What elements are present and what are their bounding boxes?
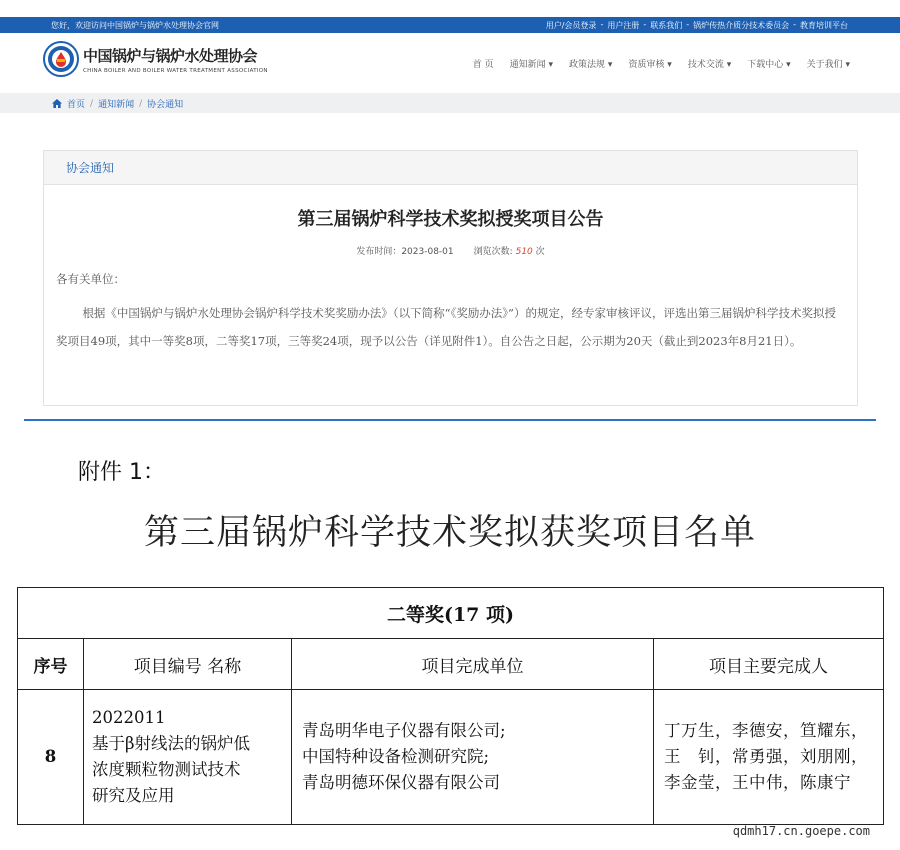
unit-cell <box>292 690 654 825</box>
attachment-title: 第三届锅炉科学技术奖拟获奖项目名单 <box>143 513 756 553</box>
contact-link[interactable]: 联系我们 <box>650 21 683 30</box>
divider <box>24 419 876 421</box>
nav-about[interactable]: 关于我们 ▾ <box>806 60 850 70</box>
col-people: 项目主要完成人 <box>654 639 884 690</box>
top-bar <box>0 17 900 33</box>
breadcrumb-separator: / <box>139 98 143 109</box>
greeting: 各有关单位： <box>56 272 125 286</box>
breadcrumb <box>0 93 900 113</box>
main-nav <box>473 57 850 70</box>
login-link[interactable]: 用户/会员登录 <box>545 21 597 30</box>
col-no: 序号 <box>18 639 84 690</box>
welcome-text: 您好，欢迎访问中国锅炉与锅炉水处理协会官网 <box>51 21 219 30</box>
watermark: qdmh17.cn.goepe.com <box>732 824 870 838</box>
people-line: 丁万生，李德安，笪耀东， <box>664 721 868 740</box>
col-project: 项目编号 名称 <box>84 639 292 690</box>
article-panel <box>43 150 858 406</box>
top-links: 用户/会员登录 - 用户注册 - 联系我们 - 锅炉传热介质分技术委员会 - 教育培训平台 <box>545 20 848 30</box>
article-paragraph: 根据《中国锅炉与锅炉水处理协会锅炉科学技术奖奖励办法》（以下简称“《奖励办法》”）的规定，经专家审核评议，评选出第三届锅炉科学技术奖拟授奖项目49项，其中一等奖8项，二等奖17项，三等奖24项，现予以公告（详见附件1）。自公告之日起，公示期为20天（截止到2023年8月21日）。 <box>56 306 836 348</box>
unit-line: 青岛明德环保仪器有限公司 <box>302 773 500 792</box>
col-unit: 项目完成单位 <box>292 639 654 690</box>
article-body <box>44 265 857 355</box>
project-code: 2022011 <box>92 708 166 727</box>
awards-table <box>17 587 884 825</box>
project-name-line: 研究及应用 <box>92 786 175 805</box>
register-link[interactable]: 用户注册 <box>607 21 640 30</box>
project-cell <box>84 690 292 825</box>
training-link[interactable]: 教育培训平台 <box>800 21 848 30</box>
association-logo-icon[interactable] <box>43 41 79 77</box>
nav-qualification[interactable]: 资质审核 ▾ <box>628 60 672 70</box>
breadcrumb-notices[interactable]: 协会通知 <box>147 100 184 110</box>
unit-line: 中国特种设备检测研究院; <box>302 747 490 766</box>
brand-name-en: CHINA BOILER AND BOILER WATER TREATMENT ASSOCIATION <box>83 68 268 74</box>
nav-downloads[interactable]: 下载中心 ▾ <box>747 60 791 70</box>
grade-heading: 二等奖(17 项) <box>18 588 884 639</box>
nav-home[interactable]: 首 页 <box>472 60 494 70</box>
nav-tech-exchange[interactable]: 技术交流 ▾ <box>687 60 732 70</box>
project-name-line: 浓度颗粒物测试技术 <box>92 760 241 779</box>
article-meta <box>44 244 857 257</box>
people-line: 王 钊，常勇强，刘朋刚， <box>664 747 868 766</box>
nav-policy[interactable]: 政策法规 ▾ <box>569 60 613 70</box>
breadcrumb-separator: / <box>90 98 94 109</box>
breadcrumb-home[interactable]: 首页 <box>67 100 86 110</box>
project-name-line: 基于β射线法的锅炉低 <box>92 734 251 753</box>
unit-line: 青岛明华电子仪器有限公司; <box>302 721 506 740</box>
table-row <box>18 690 884 825</box>
home-icon[interactable] <box>52 99 62 108</box>
views-label: 浏览次数: <box>473 247 513 257</box>
people-cell <box>654 690 884 825</box>
brand[interactable] <box>83 45 268 74</box>
view-count: 510 <box>515 247 533 257</box>
committee-link[interactable]: 锅炉传热介质分技术委员会 <box>693 21 790 30</box>
article-title: 第三届锅炉科学技术奖拟授奖项目公告 <box>297 209 604 230</box>
row-number: 8 <box>18 690 84 825</box>
attachment-label: 附件 1： <box>78 460 165 485</box>
publish-date: 发布时间：2023-08-01 <box>356 247 454 257</box>
site-header <box>0 33 900 93</box>
views-unit: 次 <box>535 247 545 257</box>
people-line: 李金莹，王中伟，陈康宁 <box>664 773 851 792</box>
breadcrumb-news[interactable]: 通知新闻 <box>98 100 135 110</box>
brand-name-cn: 中国锅炉与锅炉水处理协会 <box>83 47 258 65</box>
section-heading: 协会通知 <box>44 151 857 185</box>
nav-news[interactable]: 通知新闻 ▾ <box>509 60 554 70</box>
